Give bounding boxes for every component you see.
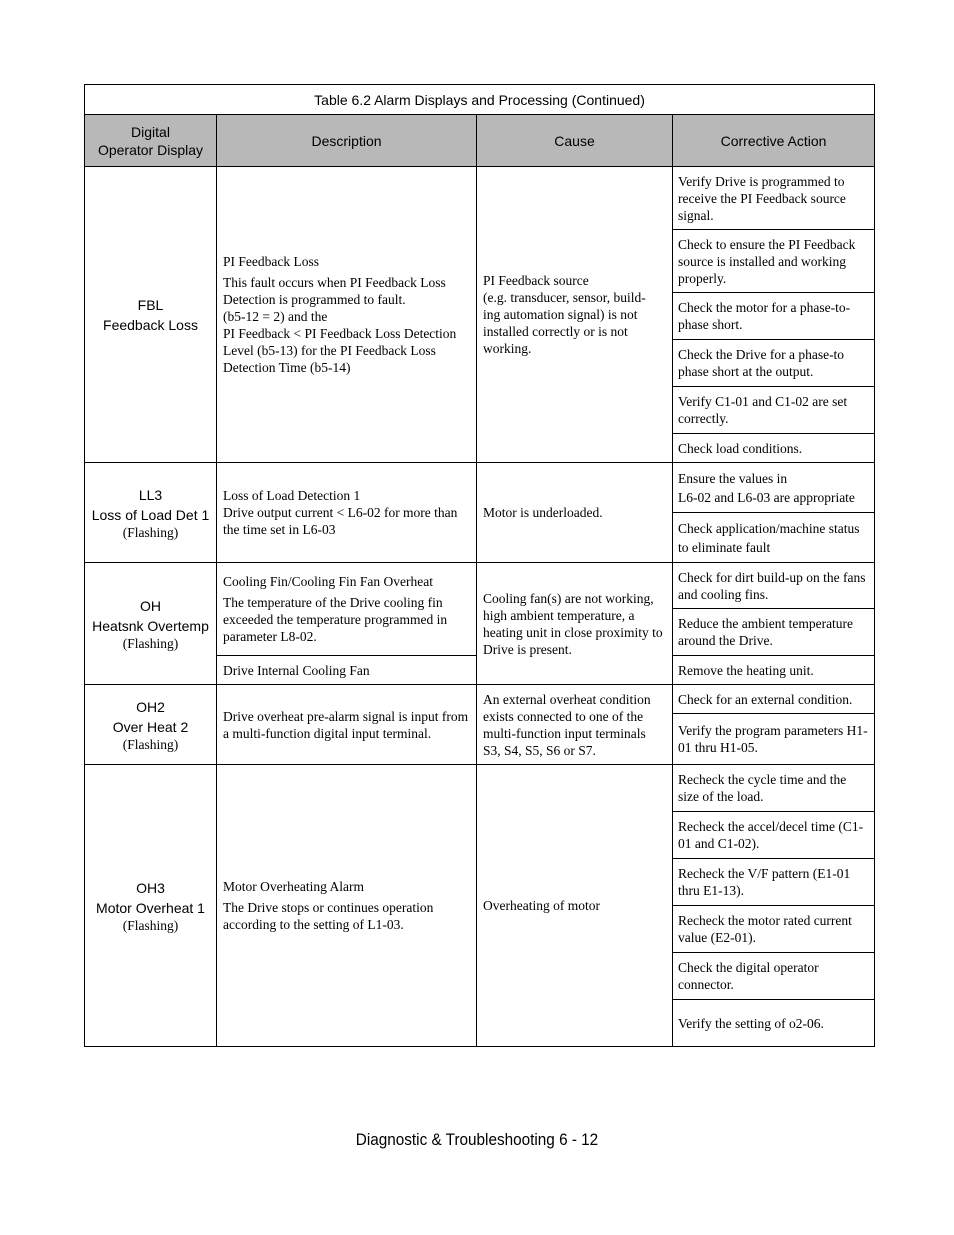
oh3-action-1: Recheck the cycle time and the size of the load. — [673, 765, 875, 812]
oh-description-fan: Drive Internal Cooling Fan — [217, 656, 477, 685]
ll3-action-1: Ensure the values in L6-02 and L6-03 are appropriate — [673, 463, 875, 513]
oh2-action-1: Check for an external condition. — [673, 685, 875, 714]
page-footer: Diagnostic & Troubleshooting 6 - 12 — [355, 1130, 599, 1149]
oh-display: OH Heatsnk Overtemp (Flashing) — [85, 563, 217, 685]
oh3-description: Motor Overheating Alarm The Drive stops or continues operation according to the setting of L1-03. — [217, 765, 477, 1047]
fbl-action-4: Check the Drive for a phase-to phase short at the output. — [673, 340, 875, 387]
header-action: Corrective Action — [673, 115, 875, 167]
ll3-description: Loss of Load Detection 1 Drive output current < L6-02 for more than the time set in L6-03 — [217, 463, 477, 563]
fbl-action-3: Check the motor for a phase-to-phase short. — [673, 293, 875, 340]
oh3-display: OH3 Motor Overheat 1 (Flashing) — [85, 765, 217, 1047]
oh-action-2: Reduce the ambient temperature around the Drive. — [673, 609, 875, 656]
ll3-cause: Motor is underloaded. — [477, 463, 673, 563]
table-title: Table 6.2 Alarm Displays and Processing (Continued) — [85, 85, 875, 115]
fbl-action-5: Verify C1-01 and C1-02 are set correctly. — [673, 387, 875, 434]
oh-cause: Cooling fan(s) are not working, high ambient temperature, a heating unit in close proximity to Drive is present. — [477, 563, 673, 685]
ll3-display: LL3 Loss of Load Det 1 (Flashing) — [85, 463, 217, 563]
ll3-action-2: Check application/machine status to eliminate fault — [673, 513, 875, 563]
oh3-cause: Overheating of motor — [477, 765, 673, 1047]
oh3-action-3: Recheck the V/F pattern (E1-01 thru E1-13). — [673, 859, 875, 906]
oh2-action-2: Verify the program parameters H1-01 thru H1-05. — [673, 714, 875, 765]
header-display: Digital Operator Display — [85, 115, 217, 167]
oh2-cause: An external overheat condition exists connected to one of the multi-function input terminals S3, S4, S5, S6 or S7. — [477, 685, 673, 765]
fbl-display: FBL Feedback Loss — [85, 167, 217, 463]
oh3-action-5: Check the digital operator connector. — [673, 953, 875, 1000]
header-cause: Cause — [477, 115, 673, 167]
fbl-action-1: Verify Drive is programmed to receive the PI Feedback source signal. — [673, 167, 875, 230]
fbl-description: PI Feedback Loss This fault occurs when PI Feedback Loss Detection is programmed to fault. (b5-12 = 2) and the PI Feedback < PI Feedback Loss Detection Level (b5-13) for the PI Feedback Loss Detection Time (b5-14) — [217, 167, 477, 463]
header-description: Description — [217, 115, 477, 167]
oh2-description: Drive overheat pre-alarm signal is input from a multi-function digital input terminal. — [217, 685, 477, 765]
oh3-action-4: Recheck the motor rated current value (E2-01). — [673, 906, 875, 953]
alarm-table — [84, 84, 875, 1047]
oh2-display: OH2 Over Heat 2 (Flashing) — [85, 685, 217, 765]
oh3-action-2: Recheck the accel/decel time (C1-01 and C1-02). — [673, 812, 875, 859]
fbl-action-6: Check load conditions. — [673, 434, 875, 463]
fbl-cause: PI Feedback source (e.g. transducer, sensor, build- ing automation signal) is not installed correctly or is not working. — [477, 167, 673, 463]
oh-description: Cooling Fin/Cooling Fin Fan Overheat The temperature of the Drive cooling fin exceeded the temperature programmed in parameter L8-02. — [217, 563, 477, 656]
oh3-action-6: Verify the setting of o2-06. — [673, 1000, 875, 1047]
oh-action-3: Remove the heating unit. — [673, 656, 875, 685]
oh-action-1: Check for dirt build-up on the fans and cooling fins. — [673, 563, 875, 609]
fbl-action-2: Check to ensure the PI Feedback source is installed and working properly. — [673, 230, 875, 293]
